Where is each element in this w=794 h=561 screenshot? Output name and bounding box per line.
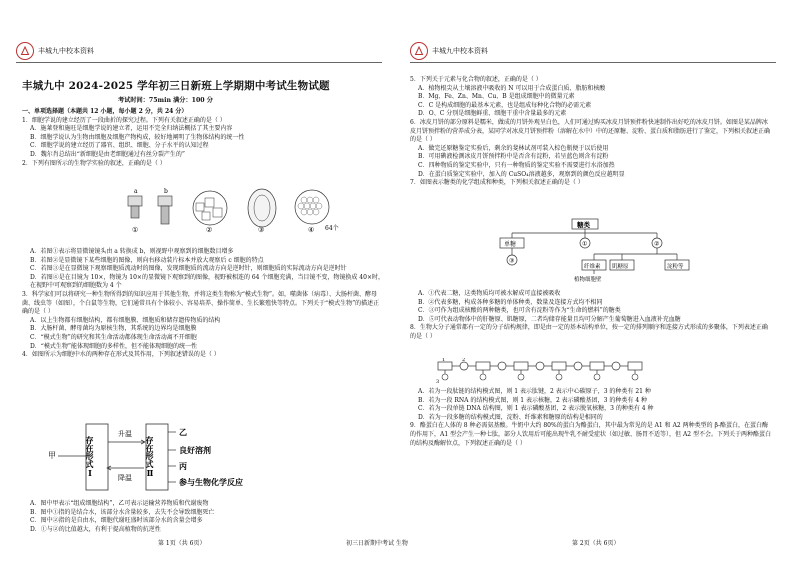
q7-option-a: A．①代表二糖，这类物质均可被水解成可直接被吸收 [418, 290, 561, 297]
school-seal-icon [16, 42, 34, 60]
question-4: 4．如图所示为细胞中水的两种存在形式及其作用，下列叙述错误的是（ ） [22, 351, 220, 359]
q2-figure [112, 186, 342, 234]
q7-option-d: D．⑤可代表动物体中的肝糖原、肌糖原，二者均储存能量且均可分解产生葡萄糖进入血液补充血糖 [418, 315, 681, 323]
fig8-n2: 2 [462, 358, 466, 363]
header-rule [410, 62, 776, 63]
q5-option-b: B．Mg、Fe、Zn、Mn、Cu、B 是组成细胞中的微量元素 [418, 93, 575, 101]
right-footer: 第 2页（共 6页） [572, 540, 620, 547]
q4-option-c: C．图中②指的是自由水，细胞代谢旺盛时该部分水的含量会增多 [30, 517, 203, 525]
fig7-glycogen: 肌糖原 [612, 264, 629, 270]
q7-option-c: C．③可作为组成核酸的两种糖类，也可含有淀粉等作为“生命的燃料”的糖类 [418, 307, 621, 315]
question-3: 3．科学家们可以将研究一种生物所得到的知识应用于其他生物，并将这类生物称为“模式生物”。如，噬菌体（病毒）、大肠杆菌、酵母菌、线虫等（如图），个白鼠等生物，它们通常具有个体较小、容易培养、操作简单、生长繁殖快等特点。下列关于“模式生物”的描述正确的是（ ） [22, 290, 380, 316]
chain-node [574, 362, 582, 370]
chain-node [612, 362, 620, 370]
q6-option-b: B．可用碘液检测冰皮月饼预拌粉中是否含有淀粉，若呈蓝色则含有淀粉 [418, 153, 609, 161]
q8-figure [432, 358, 672, 384]
q4-figure [48, 418, 278, 496]
q3-option-d: D．“模式生物”能体现细胞的多样性，但不能体现细胞的统一性 [30, 342, 197, 350]
q3-option-a: A．以上生物都有细胞结构，都有细胞膜、细胞质和储存遗传物质的结构 [30, 316, 221, 324]
q1-option-c: C．细胞学说的建立经历了器官、组织、细胞、分子水平的认知过程 [30, 142, 209, 150]
fig2-num-2: ② [206, 226, 213, 234]
question-8: 8．生物大分子通常都有一定的分子结构规律，即是由一定的基本结构单位，按一定的排列顺序和连接方式形成的多聚体，下列表述正确的是（ ） [410, 324, 768, 340]
right-block-3 [410, 388, 772, 448]
q8-option-b: B．若为一段 RNA 的结构模式图，则 1 表示核糖，2 表示磷酸基团，3 的种类有 4 种 [418, 396, 648, 404]
fig7-mono: 单糖 [504, 241, 517, 248]
fig7-plantpoly: 淀粉等 [667, 264, 684, 270]
q6-option-c: C．四种物质的鉴定实验中，只有一种物质的鉴定实验不需要进行水浴加热 [418, 161, 615, 169]
question-7: 7．如图表示糖类的化学组成和种类，下列相关叙述正确的是（ ） [410, 179, 584, 187]
left-block-2 [22, 248, 384, 360]
brand-left: 丰城九中校本资料 [38, 47, 94, 55]
q2-option-d: D．若图④是在目镜为 10×，物镜为 10×的显微镜下观察到的图像，视野被相连的 64 个细胞充满，当目镜不变，物镜换成 40×时，在视野中可观察到的细胞数为 4 个 [30, 273, 384, 290]
q8-option-c: C．若为一段单链 DNA 结构图，则 1 表示磷酸基团，2 表示脱氧核糖，3 的种类有 4 种 [418, 405, 654, 413]
fig2-label-a: a [134, 188, 138, 195]
fig4-bing: 丙 [179, 461, 187, 471]
header-rule [16, 62, 382, 63]
q2-option-b: B．若图②是显微镜下某些细胞的图像，则向右移动装片标本并放大观察后 c 细胞的特点 [30, 256, 264, 264]
fig2-num-4: ④ [308, 226, 315, 234]
q5-option-c: C．C 是构成细胞的最基本元素，也是组成每种化合物的必需元素 [418, 101, 592, 109]
objective-lens-a-tip [131, 206, 139, 218]
section-heading: 一、单项选择题（本题共 12 小题，每小题 2 分，共 24 分） [22, 108, 188, 115]
objective-lens-a [128, 196, 142, 206]
header-left [16, 42, 94, 60]
q7-figure [482, 218, 692, 284]
q8-option-a: A．若为一段肽链的结构模式图，则 1 表示肽键，2 表示中心碳原子，3 的种类有 21 种 [418, 388, 651, 395]
chain-node [536, 362, 544, 370]
chain-node [460, 362, 468, 370]
chain-unit [476, 362, 490, 370]
fig2-label-b: b [164, 188, 168, 195]
question-1: 1．细胞学说的建立经历了一段曲折的探究过程。下列有关叙述正确的是（ ） [22, 116, 226, 124]
school-seal-icon [410, 42, 428, 60]
question-2: 2．下列有图所示的生物学实验的叙述，正确的是（ ） [22, 159, 166, 167]
fig4-jia: 甲 [48, 451, 56, 460]
exam-title: 丰城九中 2024-2025 学年初三日新班上学期期中考试生物试题 [22, 80, 330, 92]
left-block-1 [22, 108, 384, 168]
fig8-n3: 3 [436, 379, 440, 384]
q3-option-b: B．大肠杆菌、酵母菌均为原核生物，其系统的边界均是细胞膜 [30, 325, 197, 333]
fig4-box1: 存在形式Ⅰ [85, 436, 95, 478]
fig7-cellwall: 植物细胞壁 [574, 277, 602, 283]
question-9: 9．酪蛋白在人体的 8 种必需氨基酸。牛奶中大约 80%的蛋白为酪蛋白，其中最为常见的是 A1 和 A2 两种类型的 β-酪蛋白，在蛋白酶的作用下，A1 型会产生一种七肽，部分人饮用后可能出现牛乳不耐受症状（如过敏、肠胃不适等），但 A2 型不会。下列关于两种酪蛋白的结构及酶解位点，下列叙述正确的是（ ） [410, 422, 772, 447]
fig7-n1: ① [582, 240, 588, 248]
left-footer: 第 1页（共 6页） [158, 540, 206, 547]
fig2-num-1: ① [132, 226, 139, 234]
fig4-up: 升温 [118, 430, 132, 438]
middle-footer: 初三日新期中考试 生物 [346, 540, 408, 547]
q4-option-d: D．①与②的比值越大，有利于提高植物的抗逆性 [30, 525, 161, 533]
q5-option-d: D．O、C 分别是细胞鲜重、细胞干重中含量最多的元素 [418, 110, 567, 118]
plant-cell-3 [248, 189, 276, 227]
fig4-good: 良好溶剂 [179, 445, 211, 455]
question-5: 5．下列关于元素与化合物的叙述，正确的是（ ） [410, 76, 542, 83]
chain-unit [438, 362, 452, 370]
brand-right: 丰城九中校本资料 [432, 47, 488, 55]
q1-option-a: A．施莱登和施旺是细胞学说的建立者，运用不完全归纳法概括了其主要内容 [30, 125, 233, 133]
q1-option-b: B．细胞学说认为生物由细胞及细胞产物构成，较好地阐明了生物体结构的统一性 [30, 133, 245, 141]
fig4-down: 降温 [118, 474, 132, 482]
chain-unit [628, 362, 642, 370]
q4-option-a: A．图中甲表示“组成细胞结构”，乙可表示运输营养物质和代谢废物 [30, 500, 209, 507]
chain-unit [590, 362, 604, 370]
q1-option-d: D．魏尔肖总结出“新细胞是由老细胞通过有丝分裂产生的” [30, 150, 185, 158]
view-field-4 [295, 190, 329, 224]
q2-option-c: C．若图③是在显微镜下观察细胞质流动时的图像，发现细胞质的流动方向是逆时针，则细胞质的实际流动方向是逆时针 [30, 265, 347, 273]
q8-option-d: D．若为一段多糖的结构模式图，淀粉、纤维素和糖原的结构是相同的 [418, 413, 603, 421]
q7-option-b: B．②代表多糖，构成各种多糖的单体种类、数量及连接方式均不相同 [418, 298, 603, 306]
right-block-1 [410, 76, 772, 188]
fig4-react: 参与生物化学反应 [179, 477, 243, 487]
exam-meta: 考试时间：75min 满分：100 分 [118, 97, 213, 104]
fig7-top: 糖类 [577, 221, 590, 229]
q2-option-a: A．若图①表示将显微镜镜头由 a 转换成 b，则视野中观察到的细胞数目增多 [30, 248, 234, 255]
q4-option-b: B．图中①指的是结合水，该部分水含量较多，去失不会导致细胞死亡 [30, 508, 215, 516]
fig7-cell: 纤维素 [584, 264, 601, 270]
fig2-num-3: ③ [258, 226, 265, 234]
fig2-64: 64个 [325, 225, 339, 232]
objective-lens-b [158, 196, 172, 206]
q3-option-c: C．“模式生物”的研究和其生命活动都体现生命活动离不开细胞 [30, 333, 197, 341]
fig4-yi: 乙 [179, 427, 187, 437]
q5-option-a: A．植物根尖从土壤溶液中吸收的 N 可以用于合成蛋白质、脂肪和核酸 [418, 84, 606, 92]
left-block-3 [22, 500, 384, 534]
fig7-n3: ③ [509, 257, 515, 265]
page-right [404, 0, 784, 561]
chain-node [498, 362, 506, 370]
fig8-n1: 1 [442, 358, 446, 363]
right-block-2 [410, 290, 772, 342]
header-right [410, 42, 488, 60]
question-6: 6．冰皮月饼的部分原料是糯米，做成的月饼外观呈白色，人们可通过购买冰皮月饼预拌粉快速制作出好吃的冰皮月饼。如图是某品牌冰皮月饼预拌粉的营养成分表，某同学对冰皮月饼预拌粉（溶解在水中）中的还原糖、淀粉、蛋白质和脂肪进行了鉴定，下列相关叙述正确的是（ ） [410, 118, 771, 144]
chain-unit [552, 362, 566, 370]
q6-option-d: D．在蛋白质鉴定实验中，加入的 CuSO₄溶液越多，观察到的颜色反应越明显 [418, 170, 625, 178]
objective-lens-b-tip [161, 206, 169, 224]
chain-unit [514, 362, 528, 370]
q6-option-a: A．做完还原糖鉴定实验后，剩余的斐林试剂可装入棕色瓶便于以后使用 [418, 144, 609, 152]
fig4-box2: 存在形式Ⅱ [145, 436, 155, 478]
fig7-n2: ② [654, 240, 660, 248]
page-left [8, 0, 388, 561]
